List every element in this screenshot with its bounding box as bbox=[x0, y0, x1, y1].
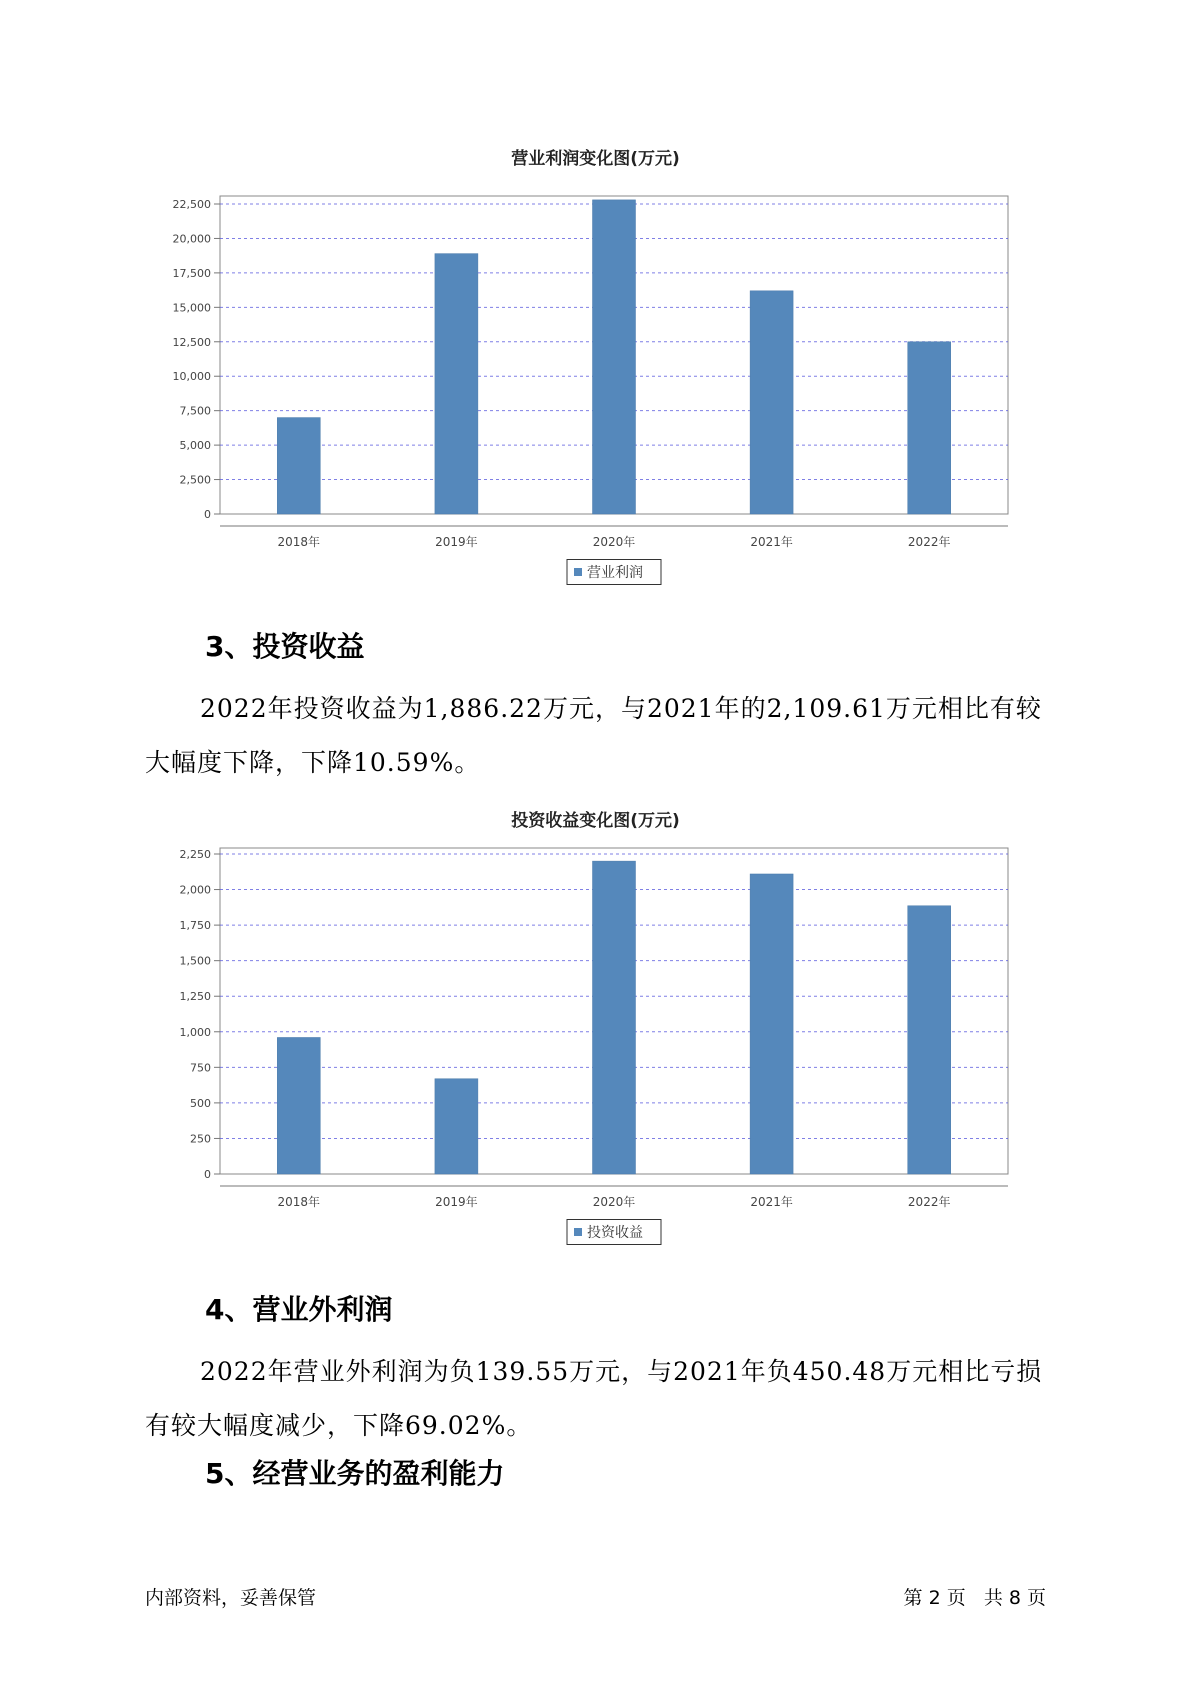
y-tick-label: 2,250 bbox=[179, 848, 211, 861]
y-tick-label: 1,500 bbox=[179, 954, 211, 968]
x-tick-label: 2018年 bbox=[277, 535, 321, 549]
x-tick-label: 2020年 bbox=[592, 1195, 636, 1209]
y-tick-label: 5,000 bbox=[179, 439, 211, 453]
section-heading-investment-income: 3、投资收益 bbox=[205, 630, 365, 663]
legend-label: 投资收益 bbox=[587, 1225, 643, 1241]
x-tick-label: 2022年 bbox=[907, 1195, 951, 1209]
y-tick-label: 2,500 bbox=[179, 473, 211, 487]
footer-confidential-note: 内部资料，妥善保管 bbox=[145, 1587, 317, 1609]
y-tick-label: 15,000 bbox=[172, 301, 211, 315]
x-tick-label: 2021年 bbox=[750, 1195, 793, 1209]
y-tick-label: 750 bbox=[190, 1061, 211, 1075]
x-tick-label: 2019年 bbox=[435, 1195, 478, 1209]
x-tick-label: 2019年 bbox=[435, 535, 478, 549]
y-tick-label: 1,750 bbox=[179, 919, 211, 933]
legend-swatch bbox=[574, 1228, 582, 1236]
bar bbox=[277, 1037, 320, 1174]
paragraph-non-operating-profit: 2022年营业外利润为负139.55万元，与2021年负450.48万元相比亏损有较大幅度减少，下降69.02%。 bbox=[145, 1357, 1043, 1440]
y-tick-label: 2,000 bbox=[179, 883, 211, 897]
paragraph-investment-income: 2022年投资收益为1,886.22万元，与2021年的2,109.61万元相比有较大幅度下降，下降10.59%。 bbox=[145, 694, 1042, 777]
x-tick-label: 2021年 bbox=[750, 535, 793, 549]
section-heading-non-operating-profit: 4、营业外利润 bbox=[205, 1293, 393, 1326]
bar bbox=[908, 906, 951, 1174]
y-tick-label: 250 bbox=[190, 1132, 211, 1146]
bar bbox=[435, 1079, 478, 1174]
bar bbox=[750, 874, 793, 1174]
chart-title: 投资收益变化图(万元) bbox=[511, 811, 680, 831]
y-tick-label: 1,250 bbox=[179, 990, 211, 1004]
y-tick-label: 0 bbox=[204, 1168, 211, 1181]
y-tick-label: 1,000 bbox=[179, 1025, 211, 1039]
x-tick-label: 2018年 bbox=[277, 1195, 321, 1209]
section-heading-profitability: 5、经营业务的盈利能力 bbox=[205, 1457, 505, 1490]
y-tick-label: 500 bbox=[190, 1096, 211, 1110]
footer-page-number: 第 2 页 共 8 页 bbox=[903, 1587, 1046, 1609]
y-tick-label: 22,500 bbox=[172, 198, 211, 211]
bar bbox=[593, 861, 636, 1174]
legend-label: 营业利润 bbox=[587, 565, 643, 581]
y-tick-label: 20,000 bbox=[172, 232, 211, 246]
y-tick-label: 0 bbox=[204, 508, 211, 521]
y-tick-label: 12,500 bbox=[172, 335, 211, 349]
y-tick-label: 10,000 bbox=[172, 370, 211, 384]
chart-title: 营业利润变化图(万元) bbox=[511, 149, 680, 169]
y-tick-label: 7,500 bbox=[179, 404, 211, 418]
x-tick-label: 2022年 bbox=[907, 535, 951, 549]
x-tick-label: 2020年 bbox=[592, 535, 636, 549]
y-tick-label: 17,500 bbox=[172, 266, 211, 280]
